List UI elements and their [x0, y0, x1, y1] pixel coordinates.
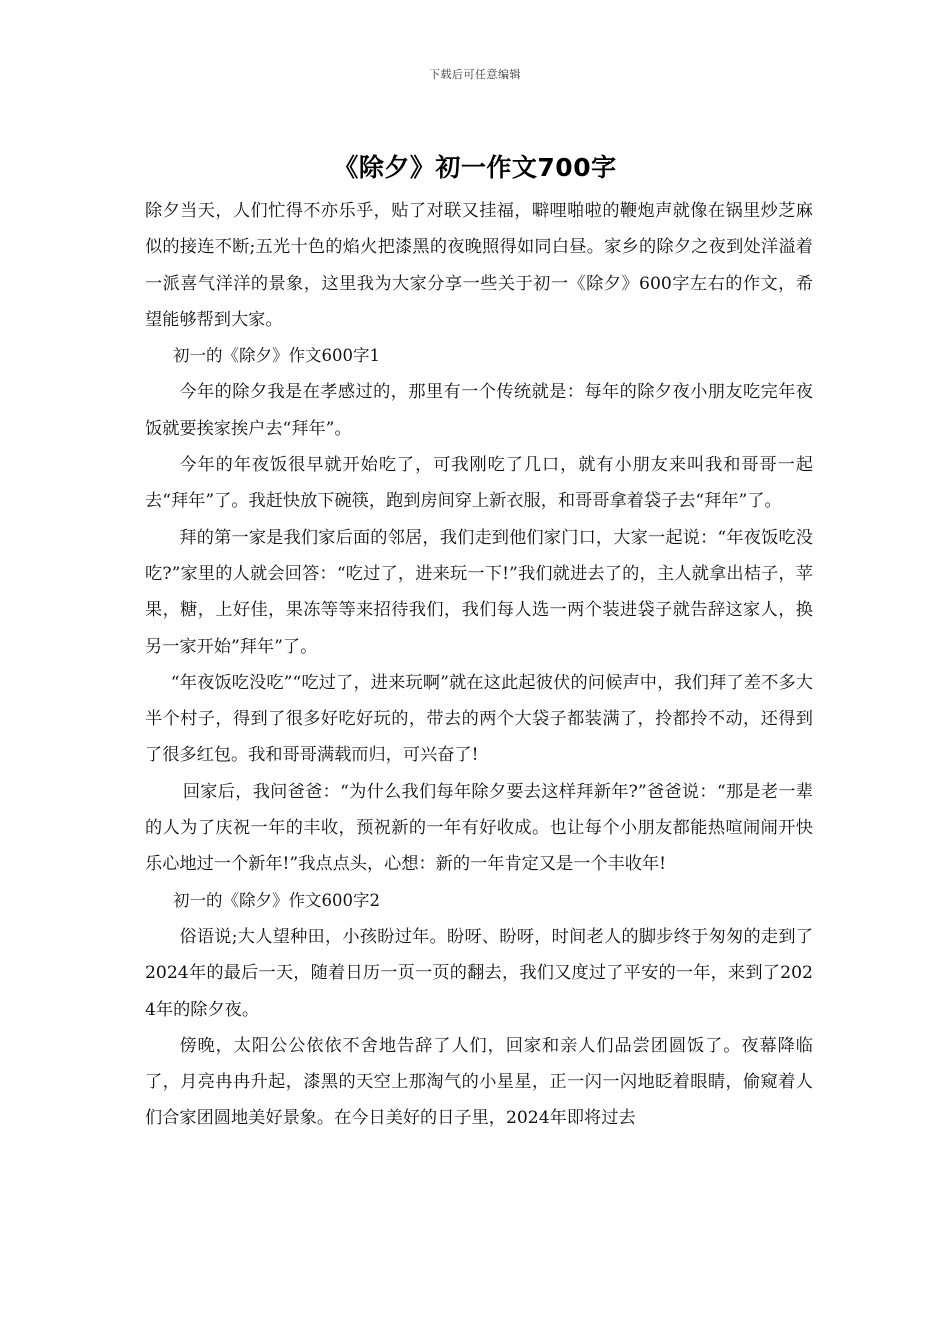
header-note: 下载后可任意编辑 [429, 68, 521, 81]
essay-1-paragraph: “年夜饭吃没吃”“吃过了，进来玩啊”就在这此起彼伏的问候声中，我们拜了差不多大半个村子，得到了很多好吃好玩的，带去的两个大袋子都装满了，拎都拎不动，还得到了很多红包。我和哥哥满载而归，可兴奋了! [145, 672, 813, 766]
essay-1-paragraph: 回家后，我问爸爸：“为什么我们每年除夕要去这样拜新年?”爸爸说：“那是老一辈的人为了庆祝一年的丰收，预祝新的一年有好收成。也让每个小朋友都能热喧闹闹开快乐心地过一个新年!”我点点头，心想：新的一年肯定又是一个丰收年! [145, 781, 813, 875]
essay-1-paragraph: 拜的第一家是我们家后面的邻居，我们走到他们家门口，大家一起说：“年夜饭吃没吃?”家里的人就会回答：“吃过了，进来玩一下!”我们就进去了的，主人就拿出桔子，苹果，糖，上好佳，果冻等等来招待我们，我们每人选一两个装进袋子就告辞这家人，换另一家开始”拜年”了。 [145, 527, 813, 657]
essay-1-heading: 初一的《除夕》作文600字1 [173, 346, 381, 366]
intro-paragraph: 除夕当天，人们忙得不亦乐乎，贴了对联又挂福，噼哩啪啦的鞭炮声就像在锅里炒芝麻似的接连不断;五光十色的焰火把漆黑的夜晚照得如同白昼。家乡的除夕之夜到处洋溢着一派喜气洋洋的景象，这里我为大家分享一些关于初一《除夕》600字左右的作文，希望能够帮到大家。 [145, 201, 813, 330]
essay-2-paragraph: 俗语说;大人望种田，小孩盼过年。盼呀、盼呀，时间老人的脚步终于匆匆的走到了2024年的最后一天，随着日历一页一页的翻去，我们又度过了平安的一年，来到了2024年的除夕夜。 [145, 926, 813, 1020]
essay-2-paragraph: 傍晚，太阳公公依依不舍地告辞了人们，回家和亲人们品尝团圆饭了。夜幕降临了，月亮冉冉升起，漆黑的天空上那淘气的小星星，正一闪一闪地眨着眼睛，偷窥着人们合家团圆地美好景象。在今日美好的日子里，2024年即将过去 [145, 1035, 813, 1129]
essay-2-heading: 初一的《除夕》作文600字2 [173, 890, 381, 910]
document-body [145, 193, 813, 1137]
essay-1-paragraph: 今年的除夕我是在孝感过的，那里有一个传统就是：每年的除夕夜小朋友吃完年夜饭就要挨家挨户去“拜年”。 [145, 382, 813, 439]
essay-1-paragraph: 今年的年夜饭很早就开始吃了，可我刚吃了几口，就有小朋友来叫我和哥哥一起去“拜年”了。我赶快放下碗筷，跑到房间穿上新衣服，和哥哥拿着袋子去“拜年”了。 [145, 455, 813, 512]
document-title: 《除夕》初一作文700字 [333, 153, 617, 182]
